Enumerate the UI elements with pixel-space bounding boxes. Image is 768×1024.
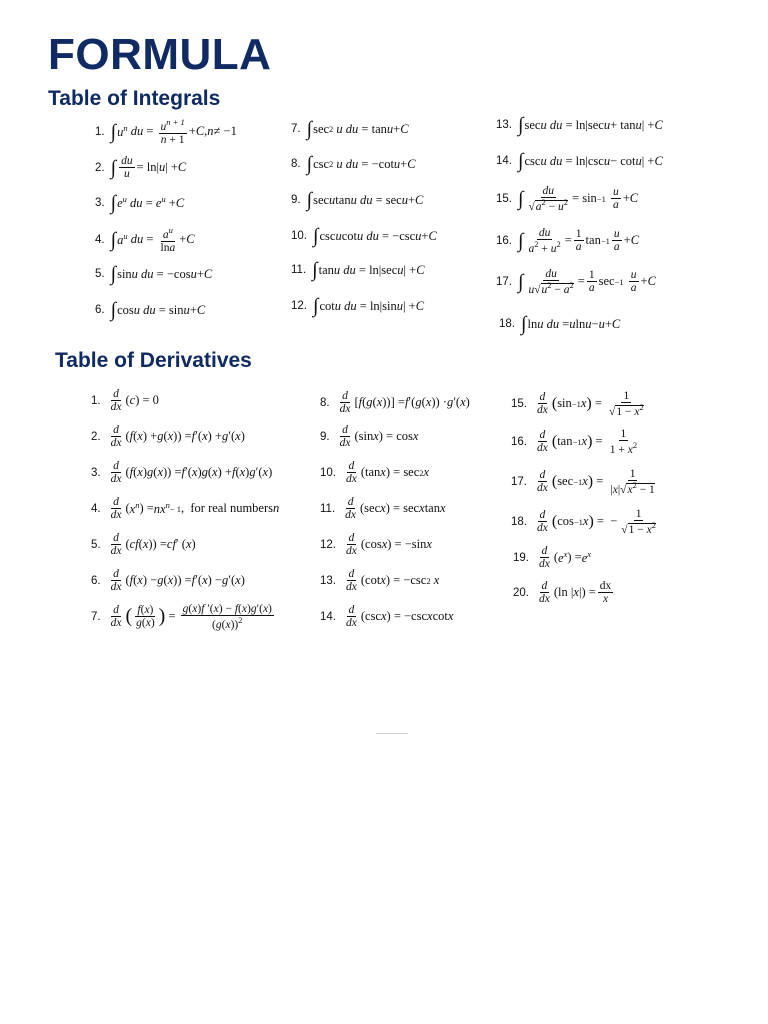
formula-number: 9. [291, 194, 301, 206]
formula-number: 20. [513, 586, 529, 599]
integral-formula-7: 7. ∫ sec 2 u du = tan u + C [291, 118, 409, 140]
formula-number: 18. [511, 515, 527, 528]
formula-number: 6. [95, 304, 105, 316]
derivative-formula-10: 10. $\frac{d}{dx}$ (tan x ) = sec 2 x [320, 460, 430, 486]
formula-number: 12. [320, 538, 336, 551]
integral-formula-16: 16. ∫ $\frac{du}{a^2 + u^2}$ = $\frac{1}{a}$ tan −1 $\frac{u}{a}$ + C [496, 227, 640, 255]
derivative-formula-17: 17. $\frac{d}{dx}$ ( sec −1 x ) = $\frac{1}{|x|√x^2 - 1}$ [511, 468, 655, 496]
integrals-heading: Table of Integrals [48, 87, 221, 110]
integral-formula-3: 3. ∫ $e^u$ du = $e^u$ + C [95, 192, 185, 214]
formula-number: 15. [496, 192, 512, 205]
integral-formula-17: 17. ∫ $\frac{du}{u√u^2 - a^2}$ = $\frac{1}{a}$ sec −1 $\frac{u}{a}$ + C [496, 268, 656, 296]
formula-number: 8. [320, 396, 330, 409]
formula-number: 2. [91, 430, 101, 443]
integral-formula-6: 6. ∫ cos u du = sin u + C [95, 299, 206, 321]
derivative-formula-16: 16. $\frac{d}{dx}$ ( tan −1 x ) = $\frac{1}{1 + x^2}$ [511, 428, 638, 456]
derivatives-heading: Table of Derivatives [55, 349, 252, 372]
formula-number: 3. [91, 466, 101, 479]
integral-formula-13: 13. ∫ sec u du = ln|sec u + tan u | + C [496, 114, 663, 136]
page-divider [376, 733, 408, 734]
integral-formula-8: 8. ∫ csc 2 u du = −cot u + C [291, 153, 416, 175]
derivative-formula-13: 13. $\frac{d}{dx}$ (cot x ) = −csc 2 x [320, 568, 440, 594]
formula-number: 18. [499, 318, 515, 330]
derivative-formula-18: 18. $\frac{d}{dx}$ ( cos −1 x ) = − $\frac{1}{√1 - x^2}$ [511, 508, 656, 536]
derivative-formula-20: 20. $\frac{d}{dx}$ (ln | x |) = $\frac{dx}{x}$ [513, 580, 612, 606]
integral-formula-18: 18. ∫ ln u du = u ln u − u + C [499, 313, 621, 335]
derivative-formula-2: 2. $\frac{d}{dx}$ ( f ( x ) + g ( x )) = f ′( x ) + g ′( x ) [91, 424, 245, 450]
derivative-formula-6: 6. $\frac{d}{dx}$ ( f ( x ) − g ( x )) = f ′( x ) − g ′( x ) [91, 568, 245, 594]
formula-number: 16. [496, 234, 512, 247]
derivative-formula-4: 4. $\frac{d}{dx}$ ( $x^n$ ) = $nx^n$ − 1 , for real numbers n [91, 496, 280, 522]
integral-formula-2: 2. ∫ $\frac{du}{u}$ = ln| u | + C [95, 155, 187, 181]
formula-number: 10. [320, 466, 336, 479]
derivative-formula-9: 9. $\frac{d}{dx}$ (sin x ) = cos x [320, 424, 419, 450]
page-title: FORMULA [48, 30, 272, 79]
formula-number: 7. [91, 610, 101, 623]
formula-number: 17. [496, 275, 512, 288]
formula-number: 12. [291, 300, 307, 312]
integral-formula-10: 10. ∫ csc u cot u du = −csc u + C [291, 225, 437, 247]
formula-number: 1. [95, 125, 105, 138]
derivative-formula-11: 11. $\frac{d}{dx}$ (sec x ) = sec x tan x [320, 496, 446, 522]
integral-formula-15: 15. ∫ $\frac{du}{√a^2 - u^2}$ = sin −1 $\frac{u}{a}$ + C [496, 185, 639, 213]
derivative-formula-14: 14. $\frac{d}{dx}$ (csc x ) = −csc x cot x [320, 604, 454, 630]
formula-number: 5. [95, 268, 105, 280]
derivative-formula-3: 3. $\frac{d}{dx}$ ( f ( x ) g ( x )) = f ′( x ) g ( x ) + f ( x ) g ′( x ) [91, 460, 273, 486]
derivative-formula-5: 5. $\frac{d}{dx}$ ( cf ( x )) = cf ′ ( x ) [91, 532, 196, 558]
integral-formula-4: 4. ∫ $a^u$ du = $\frac{a^u}{\ln a}$ + C [95, 225, 195, 254]
formula-number: 9. [320, 430, 330, 443]
formula-number: 13. [496, 119, 512, 131]
derivative-formula-19: 19. $\frac{d}{dx}$ ( $e^x$ ) = $e^x$ [513, 545, 592, 571]
formula-number: 6. [91, 574, 101, 587]
derivative-formula-12: 12. $\frac{d}{dx}$ (cos x ) = −sin x [320, 532, 432, 558]
formula-number: 11. [291, 264, 307, 276]
derivative-formula-1: 1. $\frac{d}{dx}$ ( c ) = 0 [91, 388, 159, 414]
formula-number: 2. [95, 161, 105, 174]
formula-number: 13. [320, 574, 336, 587]
derivative-formula-8: 8. $\frac{d}{dx}$ [ f ( g ( x ))] = f ′( g ( x )) · g ′( x ) [320, 390, 470, 416]
derivative-formula-15: 15. $\frac{d}{dx}$ ( sin −1 x ) = $\frac{1}{√1 - x^2}$ [511, 390, 644, 418]
formula-number: 7. [291, 123, 301, 135]
integral-formula-1: 1. ∫ $u^n$ du = $\frac{u^{n + 1}}{n + 1}$ + C , n ≠ −1 [95, 117, 237, 146]
integral-formula-11: 11. ∫ tan u du = ln|sec u | + C [291, 259, 425, 281]
integral-formula-5: 5. ∫ sin u du = −cos u + C [95, 263, 213, 285]
formula-number: 15. [511, 397, 527, 410]
formula-number: 8. [291, 158, 301, 170]
formula-number: 3. [95, 197, 105, 209]
integral-formula-9: 9. ∫ sec u tan u du = sec u + C [291, 189, 424, 211]
formula-number: 19. [513, 551, 529, 564]
integral-formula-14: 14. ∫ csc u du = ln|csc u − cot u | + C [496, 150, 663, 172]
formula-number: 17. [511, 475, 527, 488]
integral-formula-12: 12. ∫ cot u du = ln|sin u | + C [291, 295, 425, 317]
formula-number: 14. [320, 610, 336, 623]
formula-number: 14. [496, 155, 512, 167]
formula-number: 4. [91, 502, 101, 515]
formula-number: 11. [320, 502, 336, 515]
formula-number: 10. [291, 230, 307, 242]
formula-number: 4. [95, 233, 105, 246]
derivative-formula-7: 7. $\frac{d}{dx}$ ( $\frac{f(x)}{g(x)}$ ) = $\frac{g(x)f '(x) - f(x)g'(x)}{(g(x))^2}$ [91, 603, 272, 631]
formula-number: 5. [91, 538, 101, 551]
formula-number: 16. [511, 435, 527, 448]
formula-number: 1. [91, 394, 101, 407]
